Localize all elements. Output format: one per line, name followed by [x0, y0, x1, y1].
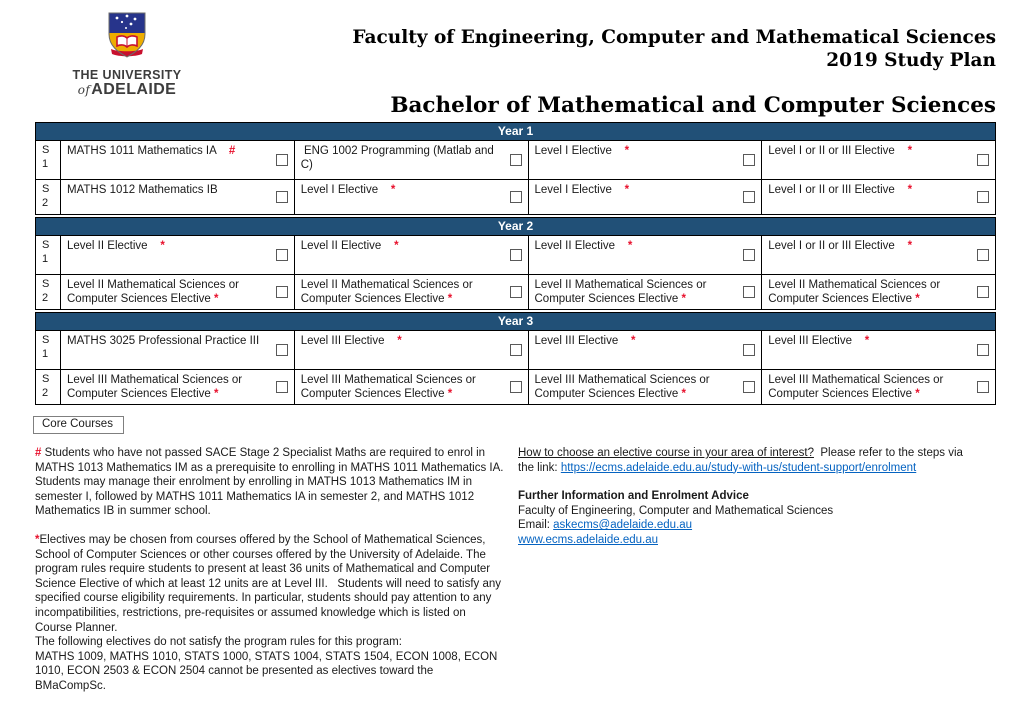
- document-header: [352, 26, 996, 72]
- logo-text-line1: THE UNIVERSITY: [72, 68, 182, 82]
- course-marker: *: [397, 335, 402, 347]
- notes-left-column: [35, 446, 505, 694]
- course-checkbox[interactable]: [743, 191, 755, 203]
- course-checkbox[interactable]: [510, 286, 522, 298]
- course-text: Level II Elective: [67, 240, 161, 252]
- course-checkbox[interactable]: [276, 249, 288, 261]
- study-plan-table: [35, 122, 996, 405]
- study-plan-title: 2019 Study Plan: [826, 50, 996, 71]
- course-cell: [529, 331, 763, 370]
- course-marker: *: [864, 335, 870, 347]
- course-marker: *: [160, 240, 165, 252]
- course-cell: [529, 141, 763, 180]
- course-text: MATHS 1012 Mathematics IB: [67, 184, 218, 196]
- semester-cell: [36, 331, 61, 370]
- course-checkbox[interactable]: [977, 191, 989, 203]
- course-text: Level II Mathematical Sciences or Computer Sciences Elective: [67, 279, 243, 305]
- semester-number: 1: [42, 157, 49, 170]
- note-hash-text: Students who have not passed SACE Stage 2 Specialist Maths are required to enrol in MATHS 1013 Mathematics IM as a prerequisite to enrolling in MATHS 1011 Mathematics IA. Students may manage their enrolment by enrolling in MATHS 1013 Mathematics IM in semester I, followed by MATHS 1011 Mathematics IA in semester 2, and MATHS 1012 Mathematics IB in summer school.: [35, 447, 507, 518]
- course-checkbox[interactable]: [276, 191, 288, 203]
- notes-right-column: [518, 446, 980, 548]
- semester-letter: S: [42, 278, 50, 290]
- logo-of-word: of: [77, 83, 91, 97]
- course-label: [535, 238, 740, 272]
- course-text: MATHS 3025 Professional Practice III: [67, 335, 260, 347]
- course-text: Level II Elective: [534, 240, 628, 252]
- program-title: Bachelor of Mathematical and Computer Sciences: [390, 93, 996, 118]
- course-text: Level III Elective: [768, 335, 865, 347]
- course-checkbox[interactable]: [743, 154, 755, 166]
- course-label: [67, 182, 272, 212]
- semester-cell: [36, 141, 61, 180]
- course-checkbox[interactable]: [276, 381, 288, 393]
- email-link[interactable]: askecms@adelaide.edu.au: [553, 519, 693, 532]
- semester-cell: [36, 275, 61, 310]
- course-checkbox[interactable]: [743, 249, 755, 261]
- course-cell: [529, 180, 763, 215]
- year-3-header: Year 3: [35, 312, 996, 331]
- course-label: [535, 182, 740, 212]
- semester-cell: [36, 180, 61, 215]
- spacer: [518, 475, 980, 489]
- course-label: [535, 143, 740, 177]
- course-text: ENG 1002 Programming (Matlab and C): [300, 145, 497, 171]
- course-cell: [61, 275, 295, 310]
- course-marker: *: [627, 240, 633, 252]
- course-cell: [61, 180, 295, 215]
- course-checkbox[interactable]: [743, 381, 755, 393]
- course-checkbox[interactable]: [276, 154, 288, 166]
- faculty-title: Faculty of Engineering, Computer and Mathematical Sciences: [352, 27, 996, 48]
- semester-number: 1: [42, 252, 49, 265]
- course-checkbox[interactable]: [510, 154, 522, 166]
- course-text: Level II Mathematical Sciences or Computer Sciences Elective: [300, 279, 476, 305]
- core-courses-legend: Core Courses: [33, 416, 124, 434]
- course-text: Level III Mathematical Sciences or Computer Sciences Elective: [534, 374, 713, 400]
- spacer: [35, 519, 505, 533]
- course-label: [768, 277, 973, 307]
- course-text: Level II Mathematical Sciences or Computer Sciences Elective: [534, 279, 710, 305]
- course-cell: [295, 141, 529, 180]
- course-cell: [295, 275, 529, 310]
- course-cell: [61, 331, 295, 370]
- course-checkbox[interactable]: [743, 344, 755, 356]
- course-label: [301, 238, 506, 272]
- course-marker: *: [907, 184, 913, 196]
- semester-number: 1: [42, 347, 49, 360]
- course-marker: *: [390, 184, 396, 196]
- year-2-section: [35, 217, 996, 310]
- course-label: [67, 143, 272, 177]
- course-cell: [762, 331, 996, 370]
- course-checkbox[interactable]: [510, 344, 522, 356]
- semester-number: 2: [42, 196, 49, 209]
- course-cell: [295, 331, 529, 370]
- semester-number: 2: [42, 386, 49, 399]
- course-marker: *: [907, 145, 913, 157]
- course-label: [301, 333, 506, 367]
- course-cell: [762, 275, 996, 310]
- elective-help-paragraph: [518, 446, 980, 475]
- semester-letter: S: [42, 373, 50, 385]
- year-1-header: Year 1: [35, 122, 996, 141]
- course-cell: [762, 370, 996, 405]
- semester-letter: S: [42, 144, 50, 156]
- semester-cell: [36, 236, 61, 275]
- elective-help-question: How to choose an elective course in your area of interest?: [518, 447, 814, 459]
- course-cell: [295, 236, 529, 275]
- course-checkbox[interactable]: [977, 344, 989, 356]
- course-label: [67, 372, 272, 402]
- year-3-section: [35, 312, 996, 405]
- faculty-name-line: Faculty of Engineering, Computer and Mathematical Sciences: [518, 504, 834, 517]
- course-label: [301, 277, 506, 307]
- email-line: [518, 518, 980, 533]
- course-marker: *: [915, 293, 920, 305]
- logo-adelaide-word: ADELAIDE: [91, 81, 177, 98]
- table-row-y1s2: [35, 180, 996, 215]
- course-label: [67, 333, 272, 367]
- course-text: MATHS 1011 Mathematics IA: [67, 145, 229, 157]
- table-row-y2s2: [35, 275, 996, 310]
- course-cell: [529, 236, 763, 275]
- course-checkbox[interactable]: [510, 191, 522, 203]
- course-label: [768, 143, 973, 177]
- course-text: Level III Mathematical Sciences or Computer Sciences Elective: [768, 374, 947, 400]
- semester-cell: [36, 370, 61, 405]
- course-marker: *: [681, 388, 686, 400]
- course-label: [535, 372, 740, 402]
- table-row-y3s1: [35, 331, 996, 370]
- semester-letter: S: [42, 183, 50, 195]
- course-checkbox[interactable]: [276, 344, 288, 356]
- course-text: Level I or II or III Elective: [768, 145, 908, 157]
- university-logo: [62, 11, 192, 98]
- elective-help-text: Please refer to the steps via the link:: [518, 447, 967, 474]
- course-checkbox[interactable]: [977, 286, 989, 298]
- course-marker: *: [214, 388, 219, 400]
- note-electives-text: Electives may be chosen from courses offered by the School of Mathematical Sciences, School of Computer Sciences or other courses offered by the University of Adelaide. The program rules require students to present at least 36 units of Mathematical and Computer Science Elective of which at least 12 units are at Level III. Students will need to satisfy any specified course eligibility requirements. In particular, students should pay attention to any incompatibilities, restrictions, pre-requisites or assumed knowledge which is listed on Course Planner.: [35, 533, 505, 634]
- email-label: Email:: [518, 519, 554, 532]
- course-label: [67, 238, 272, 272]
- table-row-y3s2: [35, 370, 996, 405]
- course-text: Level I Elective: [534, 184, 625, 196]
- course-label: [535, 277, 740, 307]
- course-marker: *: [907, 240, 913, 252]
- course-cell: [61, 141, 295, 180]
- year-1-section: [35, 122, 996, 215]
- course-label: [301, 143, 506, 177]
- course-marker: *: [915, 388, 920, 400]
- course-marker: *: [624, 184, 630, 196]
- website-link[interactable]: www.ecms.adelaide.edu.au: [518, 533, 658, 546]
- course-marker: *: [681, 293, 686, 305]
- course-checkbox[interactable]: [510, 381, 522, 393]
- course-cell: [762, 236, 996, 275]
- course-checkbox[interactable]: [510, 249, 522, 261]
- asterisk-marker: *: [35, 533, 40, 546]
- course-label: [768, 372, 973, 402]
- table-row-y1s1: [35, 141, 996, 180]
- course-cell: [295, 370, 529, 405]
- course-text: Level I or II or III Elective: [768, 184, 908, 196]
- course-text: Level II Mathematical Sciences or Computer Sciences Elective: [768, 279, 944, 305]
- table-row-y2s1: [35, 236, 996, 275]
- semester-letter: S: [42, 239, 50, 251]
- enrolment-link[interactable]: https://ecms.adelaide.edu.au/study-with-us/student-support/enrolment: [560, 461, 917, 474]
- course-checkbox[interactable]: [276, 286, 288, 298]
- course-label: [768, 333, 973, 367]
- logo-text-line2: [62, 82, 192, 98]
- course-cell: [61, 370, 295, 405]
- year-2-header: Year 2: [35, 217, 996, 236]
- course-cell: [61, 236, 295, 275]
- course-cell: [295, 180, 529, 215]
- course-checkbox[interactable]: [743, 286, 755, 298]
- hash-marker: #: [35, 447, 42, 459]
- course-text: Level I Elective: [534, 145, 625, 157]
- course-cell: [529, 370, 763, 405]
- course-text: Level III Elective: [300, 335, 398, 347]
- course-label: [67, 277, 272, 307]
- note-excluded-intro: The following electives do not satisfy the program rules for this program:: [35, 636, 402, 649]
- course-label: [535, 333, 740, 367]
- course-label: [301, 372, 506, 402]
- university-crest-icon: [105, 11, 149, 61]
- course-checkbox[interactable]: [977, 381, 989, 393]
- course-label: [768, 238, 973, 272]
- course-marker: *: [447, 388, 453, 400]
- course-marker: *: [631, 335, 636, 347]
- course-marker: *: [624, 145, 630, 157]
- semester-letter: S: [42, 334, 50, 346]
- course-text: Level III Elective: [534, 335, 632, 347]
- course-checkbox[interactable]: [977, 249, 989, 261]
- course-label: [768, 182, 973, 212]
- note-hash-paragraph: [35, 446, 505, 519]
- course-cell: [762, 141, 996, 180]
- course-marker: *: [214, 293, 219, 305]
- course-label: [301, 182, 506, 212]
- course-checkbox[interactable]: [977, 154, 989, 166]
- course-text: Level III Mathematical Sciences or Computer Sciences Elective: [67, 374, 246, 400]
- course-cell: [529, 275, 763, 310]
- course-marker: *: [394, 240, 399, 252]
- course-marker: *: [447, 293, 453, 305]
- further-info-heading: Further Information and Enrolment Advice: [518, 490, 749, 503]
- semester-number: 2: [42, 291, 49, 304]
- course-marker: #: [228, 145, 236, 157]
- note-excluded-courses: MATHS 1009, MATHS 1010, STATS 1000, STATS 1004, STATS 1504, ECON 1008, ECON 1010, ECON 2503 & ECON 2504 cannot be presented as electives toward the BMaCompSc.: [35, 650, 501, 692]
- course-text: Level I Elective: [300, 184, 391, 196]
- course-text: Level II Elective: [300, 240, 395, 252]
- website-line: [518, 533, 980, 548]
- course-cell: [762, 180, 996, 215]
- course-text: Level I or II or III Elective: [768, 240, 908, 252]
- note-electives-paragraph: [35, 533, 505, 635]
- course-text: Level III Mathematical Sciences or Computer Sciences Elective: [300, 374, 480, 400]
